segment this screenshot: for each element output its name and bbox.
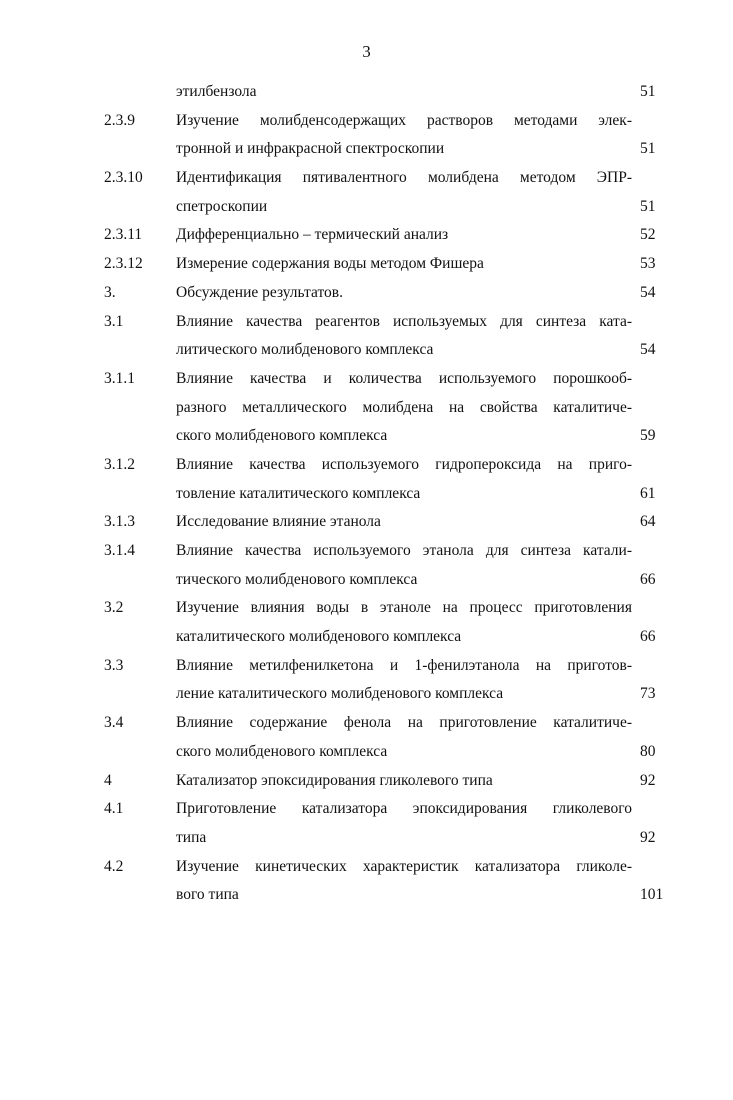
toc-entry-number: 4 (104, 771, 112, 789)
toc-entry-line (0, 566, 733, 595)
toc-entry-line (0, 394, 733, 423)
toc-entry (0, 795, 733, 852)
toc-entry-page: 51 (640, 140, 656, 158)
page-number: 3 (362, 42, 371, 61)
toc-entry-number: 3.2 (104, 599, 124, 617)
toc-entry-title: Влияние качества используемого гидропероксида на приго- (176, 455, 632, 473)
toc-entry-number: 3.1.3 (104, 513, 135, 531)
toc-entry-title: тронной и инфракрасной спектроскопии (176, 140, 445, 158)
toc-entry-title: Обсуждение результатов. (176, 283, 343, 301)
toc-entry-line (0, 451, 733, 480)
toc-entry (0, 537, 733, 594)
toc-entry-line (0, 422, 733, 451)
toc-entry-line (0, 738, 733, 767)
toc-entry (0, 308, 733, 365)
toc-entry-line (0, 135, 733, 164)
toc-entry-title: ского молибденового комплекса (176, 427, 388, 445)
toc-entry (0, 652, 733, 709)
toc-entry-line (0, 250, 733, 279)
toc-entry-line (0, 107, 733, 136)
toc-entry-page: 73 (640, 685, 656, 703)
toc-entry-title: спетроскопии (176, 197, 268, 215)
toc-entry-number: 2.3.12 (104, 255, 143, 273)
toc-entry-title: этилбензола (176, 83, 257, 100)
toc-entry-title: Исследование влияние этанола (176, 513, 381, 531)
toc-entry-number: 3.1.4 (104, 542, 135, 559)
toc-entry (0, 107, 733, 164)
toc-entry (0, 78, 733, 107)
toc-entry-title: Приготовление катализатора эпоксидирования гликолевого (176, 800, 632, 818)
toc-entry-line (0, 824, 733, 853)
toc-entry-line (0, 881, 733, 910)
toc-entry-line (0, 795, 733, 824)
toc-entry (0, 767, 733, 796)
toc-entry-number: 3.1.2 (104, 455, 135, 473)
toc-entry (0, 853, 733, 910)
toc-entry-title: Влияние качества и количества используемого порошкооб- (176, 369, 632, 387)
toc-entry-page: 54 (640, 341, 656, 359)
toc-entry-number: 2.3.10 (104, 169, 143, 187)
table-of-contents (0, 78, 733, 910)
toc-entry-page: 66 (640, 628, 656, 646)
toc-entry-title: Влияние качества используемого этанола для синтеза катали- (176, 542, 632, 559)
toc-entry-number: 2.3.9 (104, 111, 135, 129)
toc-entry-page: 59 (640, 427, 656, 445)
toc-entry-line (0, 709, 733, 738)
toc-entry-line (0, 336, 733, 365)
toc-entry (0, 594, 733, 651)
toc-entry-page: 64 (640, 513, 656, 531)
toc-entry-line (0, 853, 733, 882)
toc-entry-title: вого типа (176, 886, 239, 904)
toc-entry (0, 164, 733, 221)
toc-entry-number: 3.1.1 (104, 369, 135, 387)
toc-entry-title: ского молибденового комплекса (176, 742, 388, 760)
toc-entry-title: ление каталитического молибденового комплекса (176, 685, 504, 703)
toc-entry (0, 709, 733, 766)
toc-entry-line (0, 308, 733, 337)
toc-entry-title: Дифференциально – термический анализ (176, 226, 449, 244)
toc-entry-line (0, 767, 733, 796)
toc-entry-title: каталитического молибденового комплекса (176, 628, 462, 646)
toc-entry-page: 51 (640, 197, 656, 215)
toc-entry-line (0, 508, 733, 537)
toc-entry-title: Катализатор эпоксидирования гликолевого типа (176, 771, 493, 789)
toc-entry-page: 92 (640, 771, 656, 789)
toc-entry-line (0, 652, 733, 681)
toc-entry-title: тического молибденового комплекса (176, 570, 418, 588)
toc-entry-line (0, 164, 733, 193)
toc-entry-line (0, 680, 733, 709)
toc-entry (0, 508, 733, 537)
toc-entry-line (0, 221, 733, 250)
toc-entry-line (0, 365, 733, 394)
toc-entry-title: Изучение влияния воды в этаноле на процесс приготовления (176, 599, 632, 617)
toc-entry-page: 92 (640, 828, 656, 846)
toc-entry-number: 2.3.11 (104, 226, 143, 244)
toc-entry-line (0, 623, 733, 652)
toc-entry (0, 279, 733, 308)
toc-entry-number: 3.4 (104, 714, 124, 732)
toc-entry-line (0, 193, 733, 222)
toc-entry (0, 365, 733, 451)
toc-entry-number: 3.1 (104, 312, 124, 330)
toc-entry-page: 61 (640, 484, 656, 502)
toc-entry-title: Измерение содержания воды методом Фишера (176, 255, 484, 273)
toc-entry-page: 101 (640, 886, 664, 904)
toc-entry-page: 66 (640, 570, 656, 588)
toc-entry-number: 3. (104, 283, 116, 301)
toc-entry-title: Влияние метилфенилкетона и 1-фенилэтанола на приготов- (176, 656, 632, 674)
toc-entry-title: Изучение молибденсодержащих растворов методами элек- (176, 111, 632, 129)
toc-entry-line (0, 480, 733, 509)
toc-entry-page: 52 (640, 226, 656, 244)
toc-entry-number: 3.3 (104, 656, 124, 674)
toc-entry-page: 54 (640, 283, 656, 301)
toc-entry (0, 250, 733, 279)
toc-entry (0, 221, 733, 250)
toc-entry-title: Влияние содержание фенола на приготовление каталитиче- (176, 714, 632, 732)
toc-entry-page: 53 (640, 255, 656, 273)
toc-entry-line (0, 594, 733, 623)
toc-entry-title: Идентификация пятивалентного молибдена методом ЭПР- (176, 169, 632, 187)
toc-entry-title: литического молибденового комплекса (176, 341, 434, 359)
toc-entry-title: типа (176, 828, 207, 846)
toc-entry-page: 80 (640, 742, 656, 760)
toc-entry-title: Влияние качества реагентов используемых для синтеза ката- (176, 312, 632, 330)
toc-entry-title: разного металлического молибдена на свойства каталитиче- (176, 398, 632, 416)
toc-entry-title: Изучение кинетических характеристик катализатора гликоле- (176, 857, 632, 875)
toc-entry-page: 51 (640, 83, 656, 100)
toc-entry-line (0, 78, 733, 107)
toc-entry-number: 4.2 (104, 857, 124, 875)
toc-entry-line (0, 537, 733, 566)
toc-entry-line (0, 279, 733, 308)
toc-entry (0, 451, 733, 508)
toc-entry-title: товление каталитического комплекса (176, 484, 421, 502)
toc-entry-number: 4.1 (104, 800, 124, 818)
